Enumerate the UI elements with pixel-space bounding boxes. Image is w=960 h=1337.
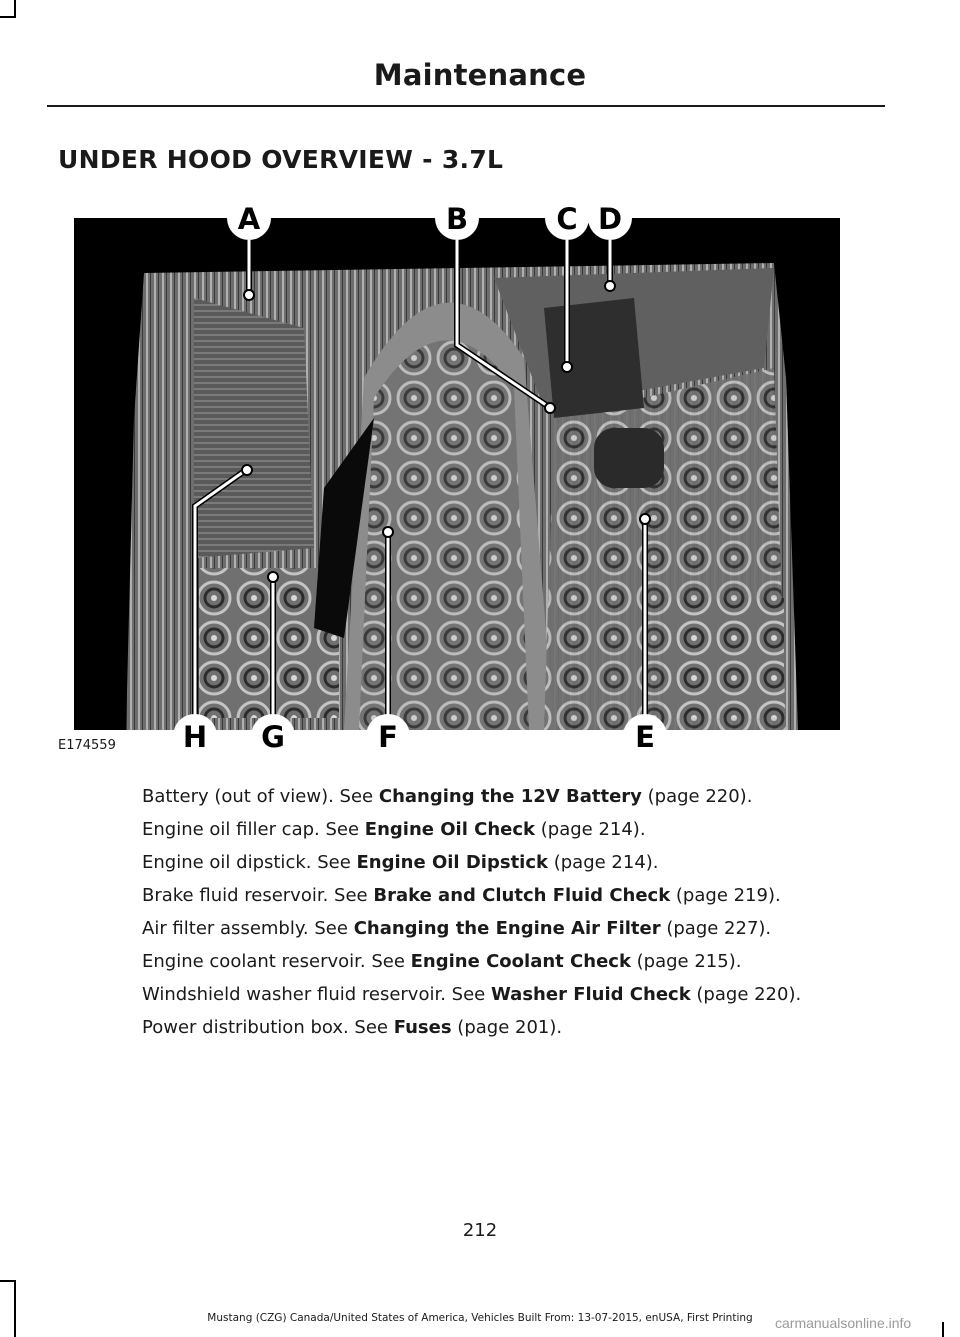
- item-page-ref: (page 214).: [548, 852, 659, 873]
- page-number: 212: [462, 1220, 498, 1241]
- item-reference-link[interactable]: Brake and Clutch Fluid Check: [373, 885, 671, 906]
- section-title: UNDER HOOD OVERVIEW - 3.7L: [58, 145, 504, 174]
- item-page-ref: (page 219).: [670, 885, 781, 906]
- svg-text:G: G: [261, 720, 285, 754]
- item-description: Engine coolant reservoir. See: [142, 951, 411, 972]
- figure-code: E174559: [58, 738, 116, 753]
- item-page-ref: (page 220).: [690, 984, 802, 1005]
- callout-b: [435, 196, 479, 240]
- item-description: Battery (out of view). See: [142, 786, 379, 807]
- item-page-ref: (page 214).: [535, 819, 646, 840]
- item-page-ref: (page 215).: [630, 951, 742, 972]
- item-page-ref: (page 227).: [660, 918, 772, 939]
- item-description: Brake fluid reservoir. See: [142, 885, 374, 906]
- item-description: Engine oil filler cap. See: [142, 819, 365, 840]
- svg-text:A: A: [237, 202, 261, 236]
- page-header-title: Maintenance: [373, 58, 587, 92]
- item-reference-link[interactable]: Engine Oil Check: [364, 819, 536, 840]
- callout-h: [173, 714, 217, 758]
- svg-text:C: C: [556, 202, 578, 236]
- item-reference-link[interactable]: Engine Oil Dipstick: [356, 852, 548, 873]
- item-reference-link[interactable]: Fuses: [393, 1017, 452, 1038]
- item-reference-link[interactable]: Changing the Engine Air Filter: [353, 918, 661, 939]
- svg-text:H: H: [182, 720, 208, 754]
- item-description: Engine oil dipstick. See: [142, 852, 357, 873]
- item-description: Air filter assembly. See: [142, 918, 354, 939]
- svg-text:D: D: [597, 202, 623, 236]
- svg-text:E: E: [635, 720, 655, 754]
- item-reference-link[interactable]: Washer Fluid Check: [490, 984, 691, 1005]
- item-page-ref: (page 201).: [451, 1017, 563, 1038]
- svg-text:B: B: [445, 202, 469, 236]
- callout-d: [588, 196, 632, 240]
- svg-text:F: F: [378, 720, 398, 754]
- item-page-ref: (page 220).: [641, 786, 753, 807]
- callout-g: [251, 714, 295, 758]
- item-description: Power distribution box. See: [142, 1017, 394, 1038]
- callout-a: [227, 196, 271, 240]
- item-description: Windshield washer fluid reservoir. See: [142, 984, 491, 1005]
- item-reference-link[interactable]: Engine Coolant Check: [410, 951, 631, 972]
- callout-c: [545, 196, 589, 240]
- callout-e: [623, 714, 667, 758]
- page-footer: Mustang (CZG) Canada/United States of America, Vehicles Built From: 13-07-2015, enUSA, First Printing: [207, 1312, 753, 1324]
- item-reference-link[interactable]: Changing the 12V Battery: [378, 786, 642, 807]
- watermark: carmanualsonline.info: [775, 1315, 912, 1331]
- callout-f: [366, 714, 410, 758]
